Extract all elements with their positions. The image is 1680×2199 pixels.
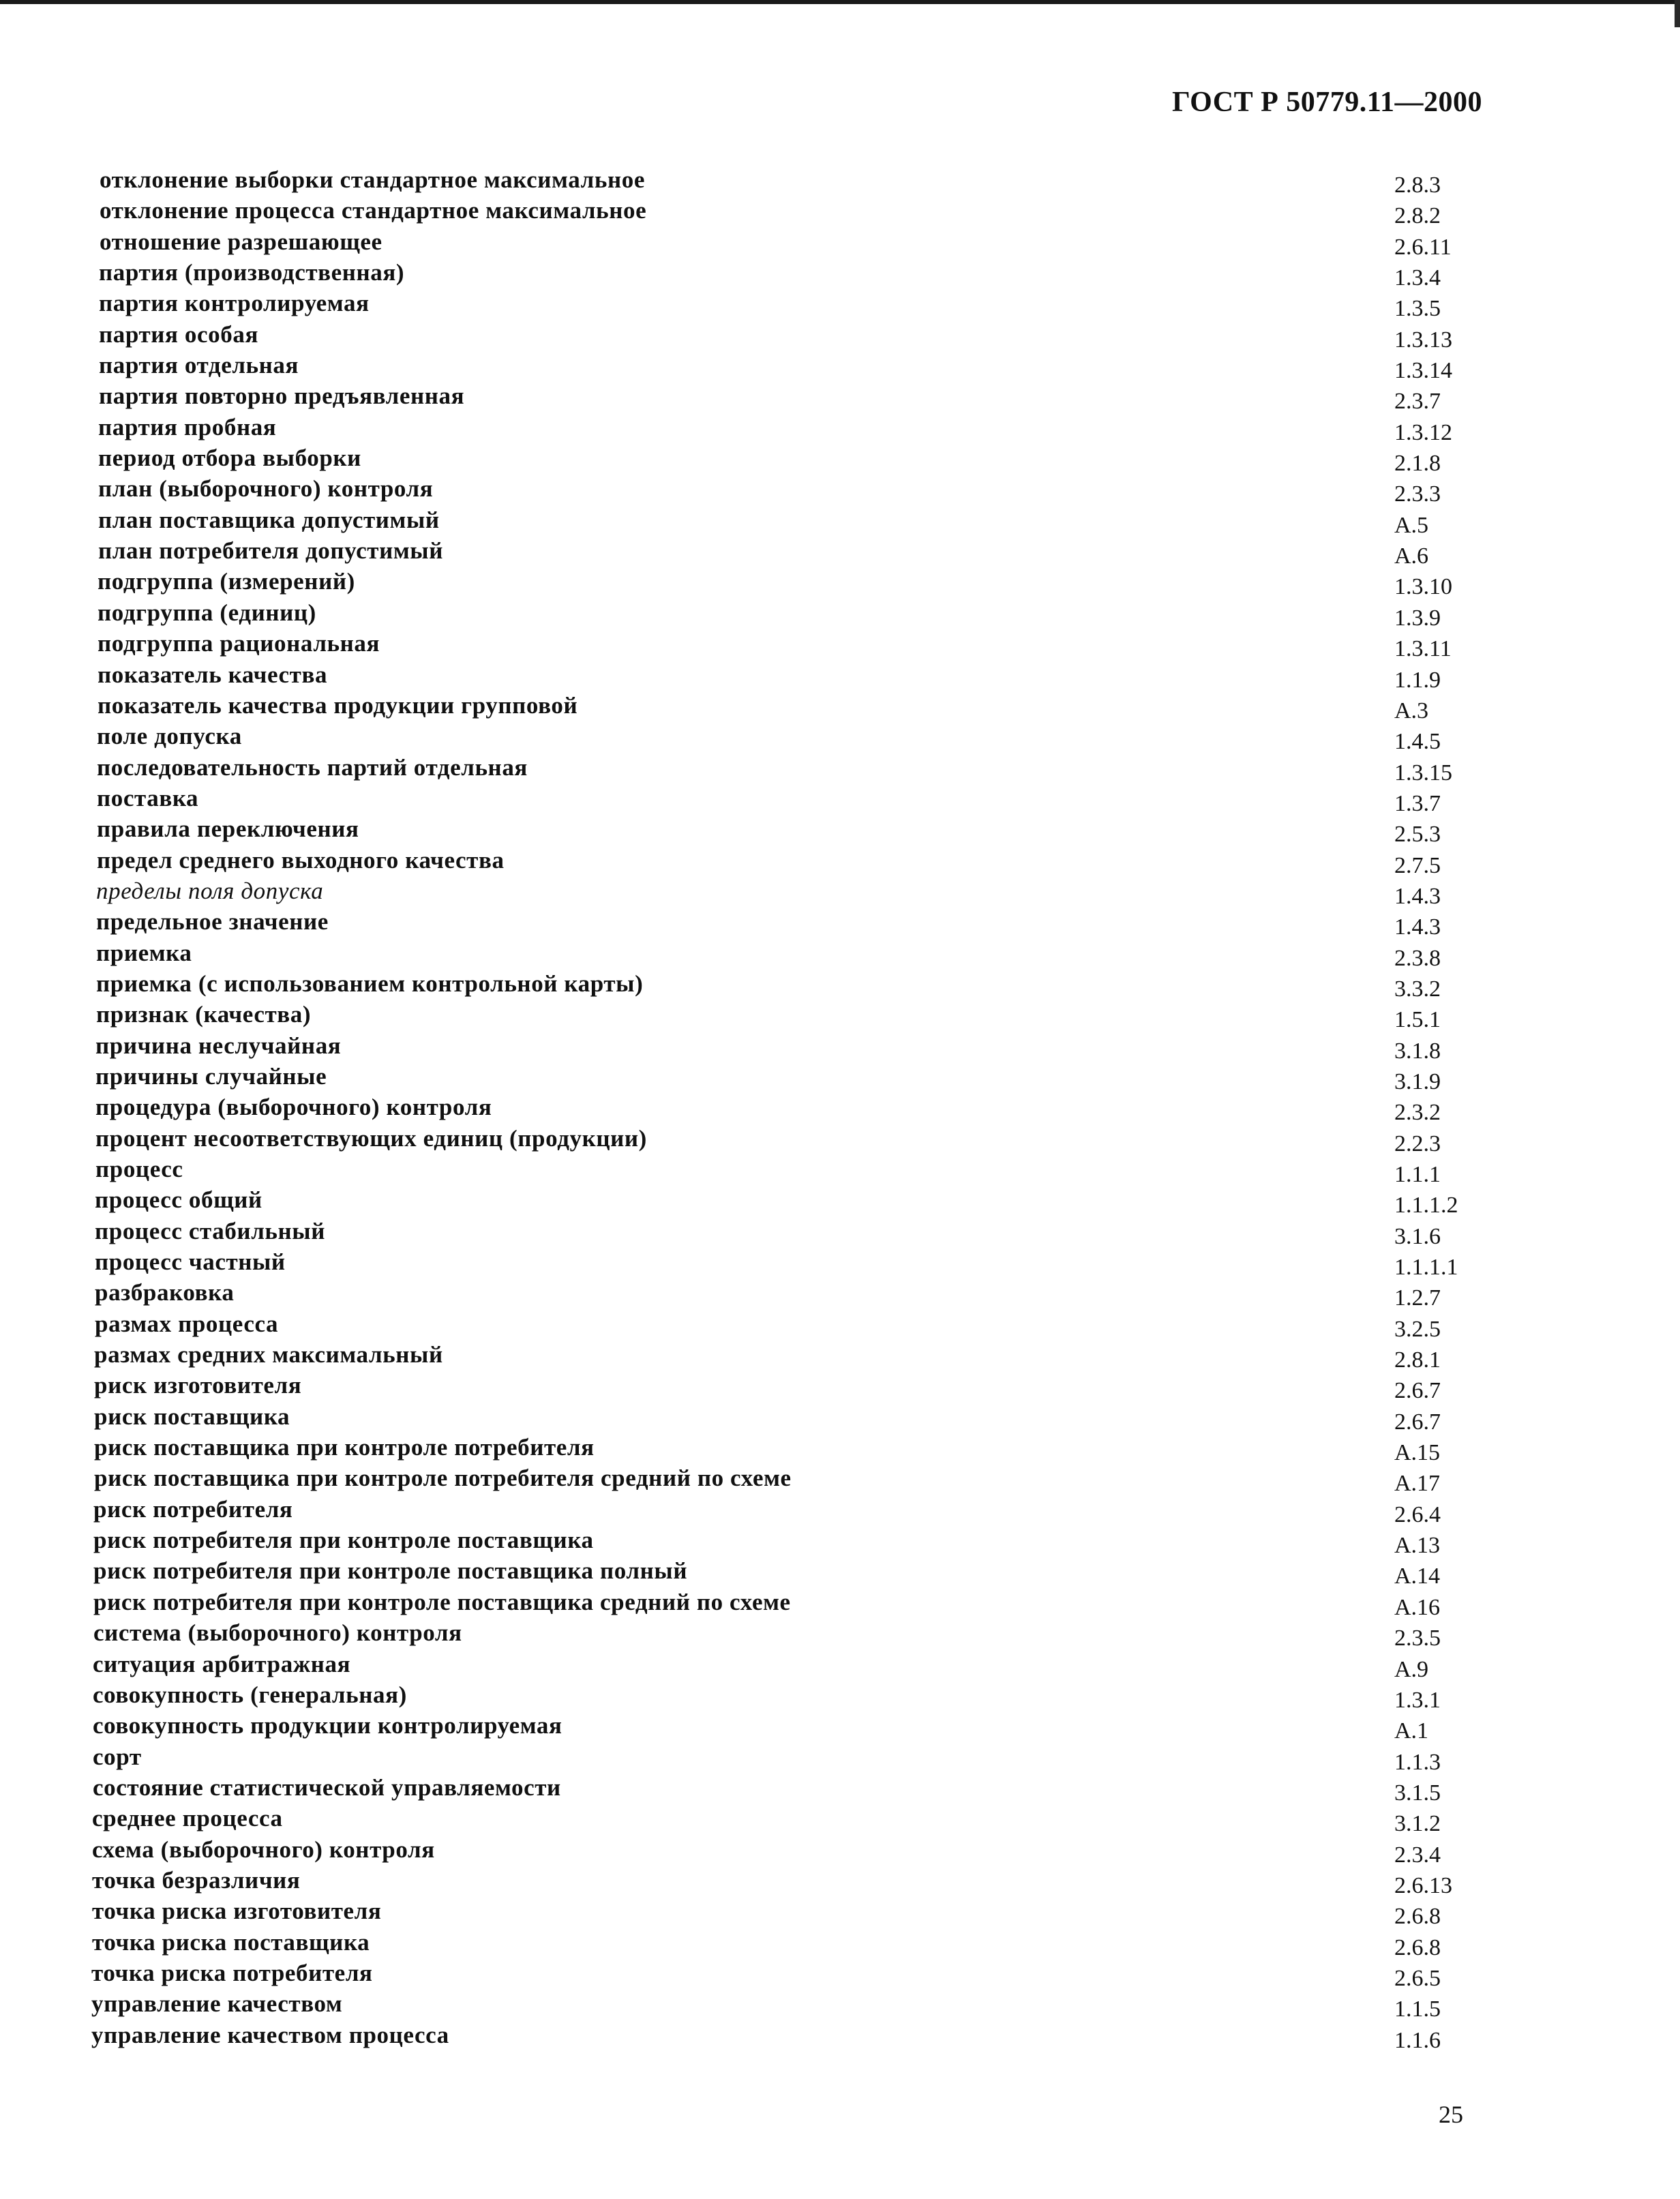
index-reference: 2.7.5	[1394, 852, 1441, 878]
index-reference: 2.3.3	[1394, 481, 1441, 507]
index-entry	[89, 969, 1473, 1000]
index-entry	[89, 660, 1473, 691]
index-entry	[89, 1247, 1473, 1281]
index-entry	[89, 196, 1473, 229]
index-term: пределы поля допуска	[96, 877, 324, 904]
index-term: причины случайные	[95, 1062, 327, 1090]
index-term: процесс общий	[95, 1186, 262, 1214]
index-entry	[89, 381, 1473, 415]
index-entry	[89, 1618, 1473, 1649]
index-term: причина неслучайная	[95, 1032, 342, 1059]
index-term: управление качеством процесса	[91, 2021, 449, 2048]
index-entry	[89, 691, 1473, 721]
index-reference: 1.1.5	[1394, 1996, 1441, 2022]
index-term: риск поставщика при контроле потребителя средний по схеме	[94, 1465, 792, 1492]
index-reference: 1.3.11	[1394, 636, 1452, 662]
index-term: отклонение выборки стандартное максимальное	[100, 166, 645, 193]
index-reference: 1.3.10	[1394, 574, 1452, 600]
index-entry	[89, 1587, 1473, 1618]
index-entry	[89, 1278, 1473, 1311]
index-term: точка безразличия	[92, 1866, 301, 1894]
index-entry	[89, 846, 1473, 876]
index-entry	[89, 1371, 1473, 1404]
index-term: схема (выборочного) контроля	[92, 1836, 435, 1863]
index-term: точка риска поставщика	[92, 1928, 370, 1956]
index-reference: 1.3.9	[1394, 605, 1441, 631]
index-term: состояние статистической управляемости	[93, 1774, 561, 1801]
index-reference: 1.1.1.1	[1394, 1255, 1458, 1281]
index-reference: 3.1.9	[1394, 1068, 1441, 1094]
index-entry	[89, 165, 1473, 196]
index-reference: А.15	[1394, 1440, 1441, 1466]
index-term: сорт	[93, 1743, 142, 1770]
page-number: 25	[1439, 2101, 1463, 2128]
index-reference: 1.3.7	[1394, 790, 1441, 816]
index-term: приемка (с использованием контрольной карты)	[96, 970, 644, 997]
index-term: риск потребителя	[93, 1495, 293, 1523]
index-entry	[89, 288, 1473, 322]
index-entry	[89, 1711, 1473, 1744]
index-entry	[89, 474, 1473, 505]
index-term: риск потребителя при контроле поставщика средний по схеме	[93, 1588, 791, 1615]
index-reference: 2.8.1	[1394, 1347, 1441, 1373]
index-entry	[89, 721, 1473, 755]
index-reference: 1.3.4	[1394, 265, 1441, 291]
index-term: партия повторно предъявленная	[99, 383, 465, 410]
index-entry	[89, 1062, 1473, 1092]
index-reference: 1.5.1	[1394, 1007, 1441, 1033]
index-reference: 1.1.1.2	[1394, 1193, 1458, 1218]
index-entry	[89, 227, 1473, 258]
index-reference: 1.3.12	[1394, 419, 1452, 445]
index-entry	[89, 1928, 1473, 1958]
index-entry	[89, 1680, 1473, 1711]
index-entry	[89, 1154, 1473, 1185]
index-reference: 2.8.2	[1394, 203, 1441, 229]
index-entry	[89, 1556, 1473, 1587]
index-reference: 2.1.8	[1394, 451, 1441, 477]
index-term: партия отдельная	[99, 352, 299, 379]
index-term: план (выборочного) контроля	[98, 475, 434, 503]
index-term: отношение разрешающее	[100, 228, 382, 255]
index-term: ситуация арбитражная	[93, 1650, 351, 1677]
index-reference: 1.4.3	[1394, 914, 1441, 940]
index-reference: 2.6.11	[1394, 234, 1452, 260]
index-entry	[89, 1185, 1473, 1216]
index-entry	[89, 1649, 1473, 1680]
index-reference: 1.1.1	[1394, 1162, 1441, 1187]
index-entry	[89, 1742, 1473, 1773]
index-entry	[89, 1433, 1473, 1466]
index-term: план поставщика допустимый	[98, 506, 440, 533]
index-term: партия пробная	[98, 413, 277, 440]
index-entry	[89, 876, 1473, 907]
index-term: подгруппа рациональная	[97, 630, 380, 657]
document-code-header: ГОСТ Р 50779.11—2000	[1171, 87, 1482, 118]
index-term: система (выборочного) контроля	[93, 1619, 462, 1647]
index-reference: А.6	[1394, 543, 1429, 569]
index-entry	[89, 350, 1473, 384]
index-term: показатель качества	[97, 661, 328, 688]
index-entry	[89, 413, 1473, 443]
index-reference: А.13	[1394, 1533, 1441, 1559]
index-entry	[89, 1804, 1473, 1837]
index-term: управление качеством	[91, 1990, 343, 2018]
index-term: предельное значение	[96, 908, 329, 936]
index-reference: 3.1.5	[1394, 1780, 1441, 1806]
index-reference: 2.8.3	[1394, 173, 1441, 198]
index-term: отклонение процесса стандартное максимальное	[100, 197, 647, 224]
index-entry	[89, 1092, 1473, 1126]
index-term: процесс частный	[95, 1248, 286, 1276]
index-reference: 1.3.14	[1394, 358, 1452, 384]
index-term: риск потребителя при контроле поставщика полный	[93, 1557, 688, 1585]
index-reference: 2.6.8	[1394, 1904, 1441, 1930]
index-term: точка риска изготовителя	[92, 1898, 382, 1925]
index-entry	[89, 629, 1473, 662]
index-reference: 3.2.5	[1394, 1316, 1441, 1342]
index-term: последовательность партий отдельная	[97, 753, 528, 781]
index-entry	[89, 443, 1473, 477]
index-entry	[89, 783, 1473, 814]
index-entry	[89, 753, 1473, 786]
index-reference: 2.6.4	[1394, 1501, 1441, 1527]
index-term: совокупность (генеральная)	[93, 1681, 407, 1708]
index-term: подгруппа (единиц)	[97, 599, 316, 626]
index-reference: А.14	[1394, 1564, 1441, 1589]
index-entry	[89, 1309, 1473, 1340]
index-entry	[89, 567, 1473, 600]
index-reference: 2.6.7	[1394, 1409, 1441, 1435]
index-term: совокупность продукции контролируемая	[93, 1712, 562, 1739]
index-entry	[89, 1340, 1473, 1371]
index-term: признак (качества)	[96, 1001, 312, 1028]
scan-edge-top	[0, 0, 1680, 4]
index-reference: 1.3.5	[1394, 296, 1441, 322]
index-term: среднее процесса	[92, 1805, 283, 1832]
index-reference: 2.5.3	[1394, 822, 1441, 848]
index-reference: А.17	[1394, 1471, 1441, 1497]
index-term: процент несоответствующих единиц (продукции)	[95, 1124, 647, 1152]
index-entry	[89, 1402, 1473, 1433]
index-term: риск поставщика при контроле потребителя	[94, 1434, 595, 1461]
index-entry	[89, 258, 1473, 291]
index-entry	[89, 536, 1473, 567]
index-term: риск изготовителя	[94, 1372, 302, 1399]
index-term: партия (производственная)	[99, 259, 405, 286]
index-reference: 1.3.15	[1394, 760, 1452, 786]
index-reference: А.16	[1394, 1594, 1441, 1620]
index-reference: 2.3.8	[1394, 945, 1441, 971]
index-reference: 2.3.5	[1394, 1626, 1441, 1651]
index-reference: 3.1.6	[1394, 1223, 1441, 1249]
index-entry	[89, 2020, 1473, 2051]
index-term: размах процесса	[95, 1310, 279, 1337]
index-term: предел среднего выходного качества	[97, 846, 505, 873]
index-reference: А.1	[1394, 1718, 1429, 1744]
index-entry	[89, 1031, 1473, 1062]
index-reference: 2.6.5	[1394, 1965, 1441, 1991]
index-term: размах средних максимальный	[94, 1341, 443, 1368]
index-entry	[89, 1216, 1473, 1247]
index-reference: 2.6.13	[1394, 1872, 1452, 1898]
index-term: подгруппа (измерений)	[97, 568, 355, 595]
index-entry	[89, 320, 1473, 353]
index-reference: А.3	[1394, 698, 1429, 723]
index-term: точка риска потребителя	[91, 1959, 373, 1986]
index-reference: 1.3.13	[1394, 327, 1452, 353]
index-reference: 1.2.7	[1394, 1285, 1441, 1311]
index-reference: А.9	[1394, 1656, 1429, 1682]
index-entry	[89, 1525, 1473, 1559]
index-entry	[89, 1124, 1473, 1154]
index-term: риск потребителя при контроле поставщика	[93, 1527, 594, 1554]
index-entry	[89, 1495, 1473, 1525]
index-reference: 1.1.3	[1394, 1749, 1441, 1775]
index-term: процедура (выборочного) контроля	[95, 1094, 492, 1121]
index-entry	[89, 1896, 1473, 1930]
index-term: риск поставщика	[94, 1403, 290, 1430]
index-reference: 2.3.7	[1394, 389, 1441, 415]
index-term: показатель качества продукции групповой	[97, 691, 578, 719]
index-reference: 2.6.8	[1394, 1934, 1441, 1960]
index-term: приемка	[96, 939, 192, 966]
index-entry	[89, 1463, 1473, 1497]
index-term: разбраковка	[95, 1279, 235, 1306]
index-term: партия особая	[99, 320, 258, 348]
index-term: партия контролируемая	[99, 290, 370, 317]
index-entry	[89, 1835, 1473, 1866]
term-index-list	[89, 165, 1473, 2051]
index-reference: 2.3.4	[1394, 1842, 1441, 1868]
index-entry	[89, 907, 1473, 938]
index-entry	[89, 1773, 1473, 1804]
scan-edge-right	[1675, 0, 1680, 27]
index-entry	[89, 1000, 1473, 1033]
index-term: правила переключения	[97, 816, 359, 843]
index-reference: 2.6.7	[1394, 1378, 1441, 1404]
index-term: процесс стабильный	[95, 1217, 326, 1244]
index-reference: 1.1.6	[1394, 2027, 1441, 2053]
index-entry	[89, 938, 1473, 969]
index-entry	[89, 814, 1473, 848]
index-entry	[89, 505, 1473, 536]
index-entry	[89, 1866, 1473, 1896]
index-reference: 1.4.3	[1394, 883, 1441, 909]
index-reference: 3.3.2	[1394, 976, 1441, 1002]
index-term: период отбора выборки	[98, 445, 361, 472]
index-reference: 3.1.8	[1394, 1038, 1441, 1064]
index-reference: 1.3.1	[1394, 1687, 1441, 1713]
index-reference: 1.4.5	[1394, 729, 1441, 755]
index-entry	[89, 598, 1473, 629]
index-term: процесс	[95, 1156, 183, 1182]
index-reference: А.5	[1394, 512, 1429, 538]
index-reference: 2.2.3	[1394, 1131, 1441, 1156]
index-reference: 3.1.2	[1394, 1811, 1441, 1837]
index-term: поле допуска	[97, 723, 242, 750]
index-entry	[89, 1989, 1473, 2020]
index-term: план потребителя допустимый	[98, 537, 443, 565]
index-reference: 2.3.2	[1394, 1100, 1441, 1126]
index-reference: 1.1.9	[1394, 667, 1441, 693]
index-term: поставка	[97, 784, 199, 811]
index-entry	[89, 1958, 1473, 1989]
